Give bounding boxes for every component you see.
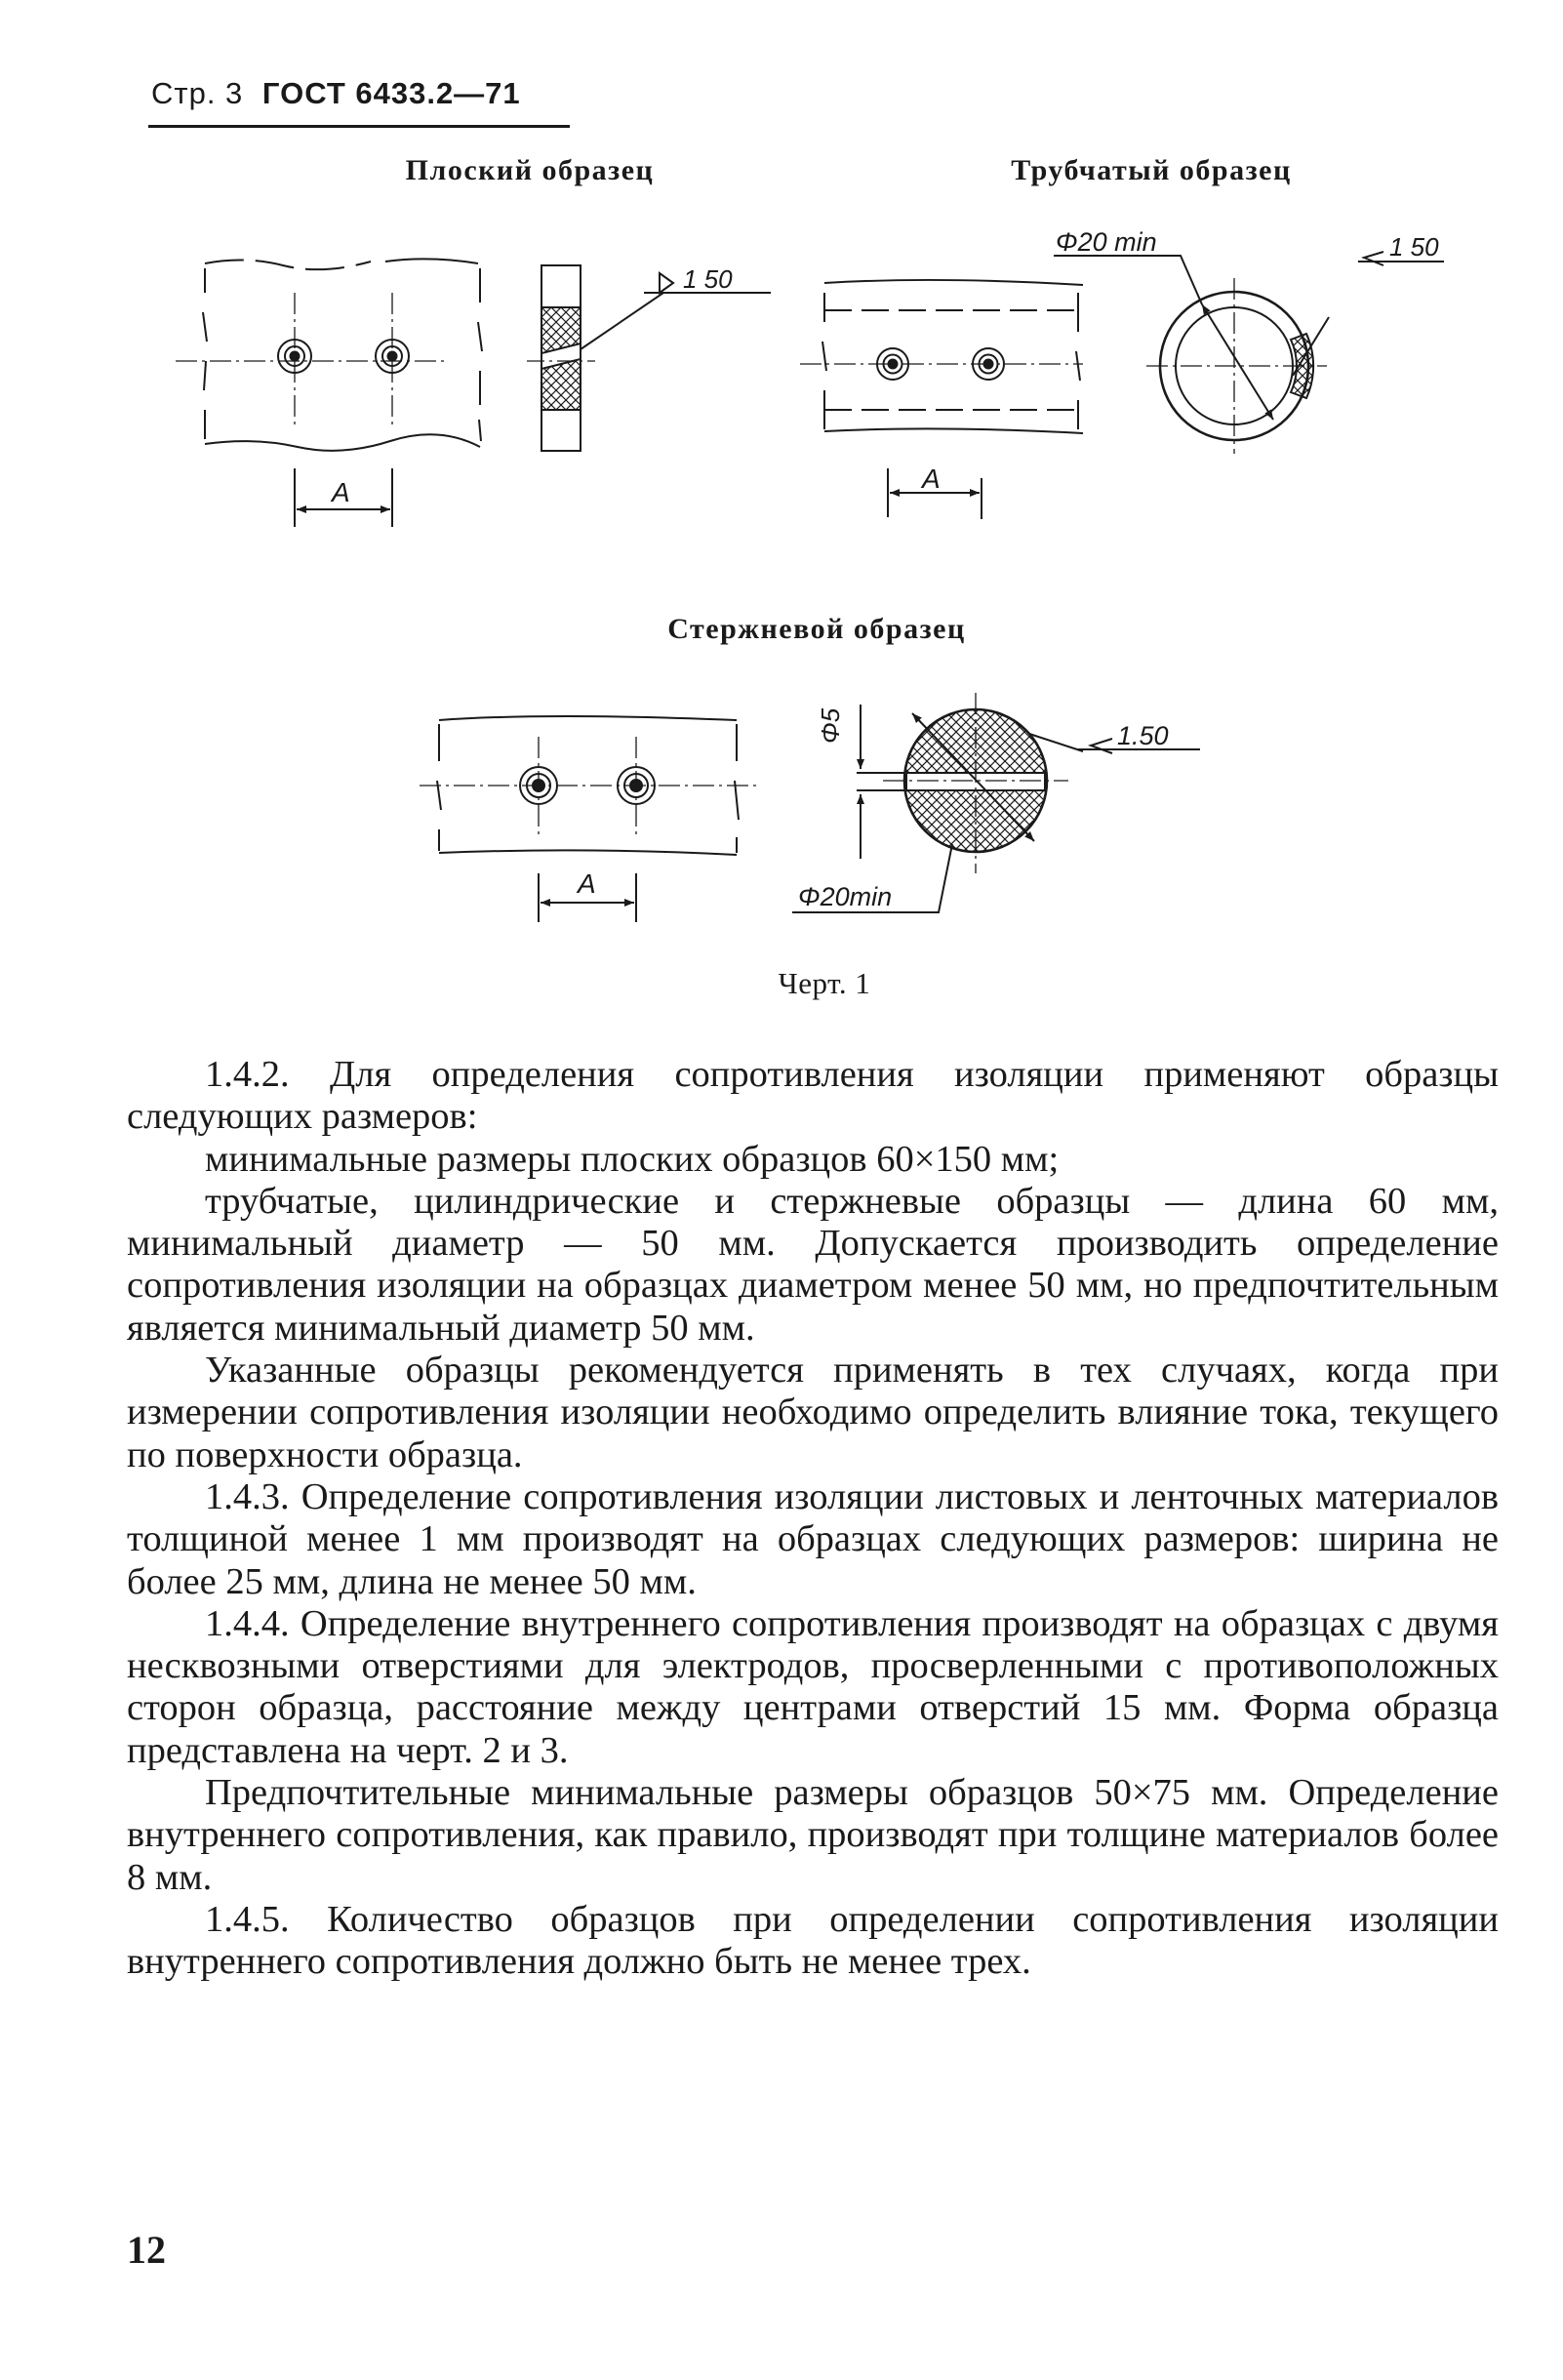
paragraph-tubular-sizes: трубчатые, цилиндрические и стержневые образцы — длина 60 мм, минимальный диаметр — 50 мм. Допускается производить определение сопротивления изоляции на образцах диаметром менее 50 мм, но предпочтительным является минимальный диаметр 50 мм. [127, 1180, 1499, 1349]
caption-tubular-sample: Трубчатый образец [1011, 154, 1292, 186]
body-text [127, 1054, 1499, 1984]
rod-hole-label: Φ5 [816, 707, 845, 744]
tube-dim-label: A [922, 464, 941, 494]
tube-roughness-label: 1 50 [1389, 232, 1439, 262]
paragraph-1-4-3: 1.4.3. Определение сопротивления изоляции листовых и ленточных материалов толщиной менее 1 мм производят на образцах следующих размеров: ширина не более 25 мм, длина не менее 50 мм. [127, 1475, 1499, 1602]
tubular-sample-drawing [800, 280, 1083, 519]
figure-drawing [0, 0, 1563, 1034]
paragraph-preferred-sizes: Предпочтительные минимальные размеры образцов 50×75 мм. Определение внутреннего сопротивления, как правило, производят при толщине материалов более 8 мм. [127, 1772, 1499, 1898]
standard-code: ГОСТ 6433.2—71 [261, 76, 521, 110]
caption-flat-sample: Плоский образец [405, 154, 655, 186]
page-label: Стр. 3 [151, 76, 244, 110]
rod-dim-label: A [578, 868, 596, 899]
paragraph-usage: Указанные образцы рекомендуется применять в тех случаях, когда при измерении сопротивления изоляции необходимо определить влияние тока, текущего по поверхности образца. [127, 1350, 1499, 1475]
figure-label: Черт. 1 [778, 966, 871, 1000]
tubular-section-drawing [1054, 252, 1444, 454]
caption-rod-sample: Стержневой образец [667, 613, 966, 645]
rod-roughness-label: 1.50 [1117, 721, 1169, 750]
flat-section-drawing [527, 265, 771, 451]
rod-diameter-label: Φ20min [798, 882, 893, 911]
paragraph-flat-sizes: минимальные размеры плоских образцов 60×150 мм; [205, 1138, 1060, 1180]
flat-roughness-label: 1 50 [683, 264, 733, 294]
tube-diameter-label: Φ20 min [1056, 227, 1157, 257]
page-number: 12 [127, 2228, 166, 2272]
paragraph-1-4-5: 1.4.5. Количество образцов при определении сопротивления изоляции внутреннего сопротивления должно быть не менее трех. [127, 1898, 1499, 1983]
flat-sample-drawing [176, 259, 482, 527]
flat-dim-label: A [332, 477, 350, 507]
paragraph-1-4-4: 1.4.4. Определение внутреннего сопротивления производят на образцах с двумя несквозными отверстиями для электродов, просверленными с противоположных сторон образца, расстояние между центрами отверстий 15 мм. Форма образца представлена на черт. 2 и 3. [127, 1602, 1499, 1771]
paragraph-1-4-2: 1.4.2. Для определения сопротивления изоляции применяют образцы следующих размеров: [127, 1054, 1499, 1138]
